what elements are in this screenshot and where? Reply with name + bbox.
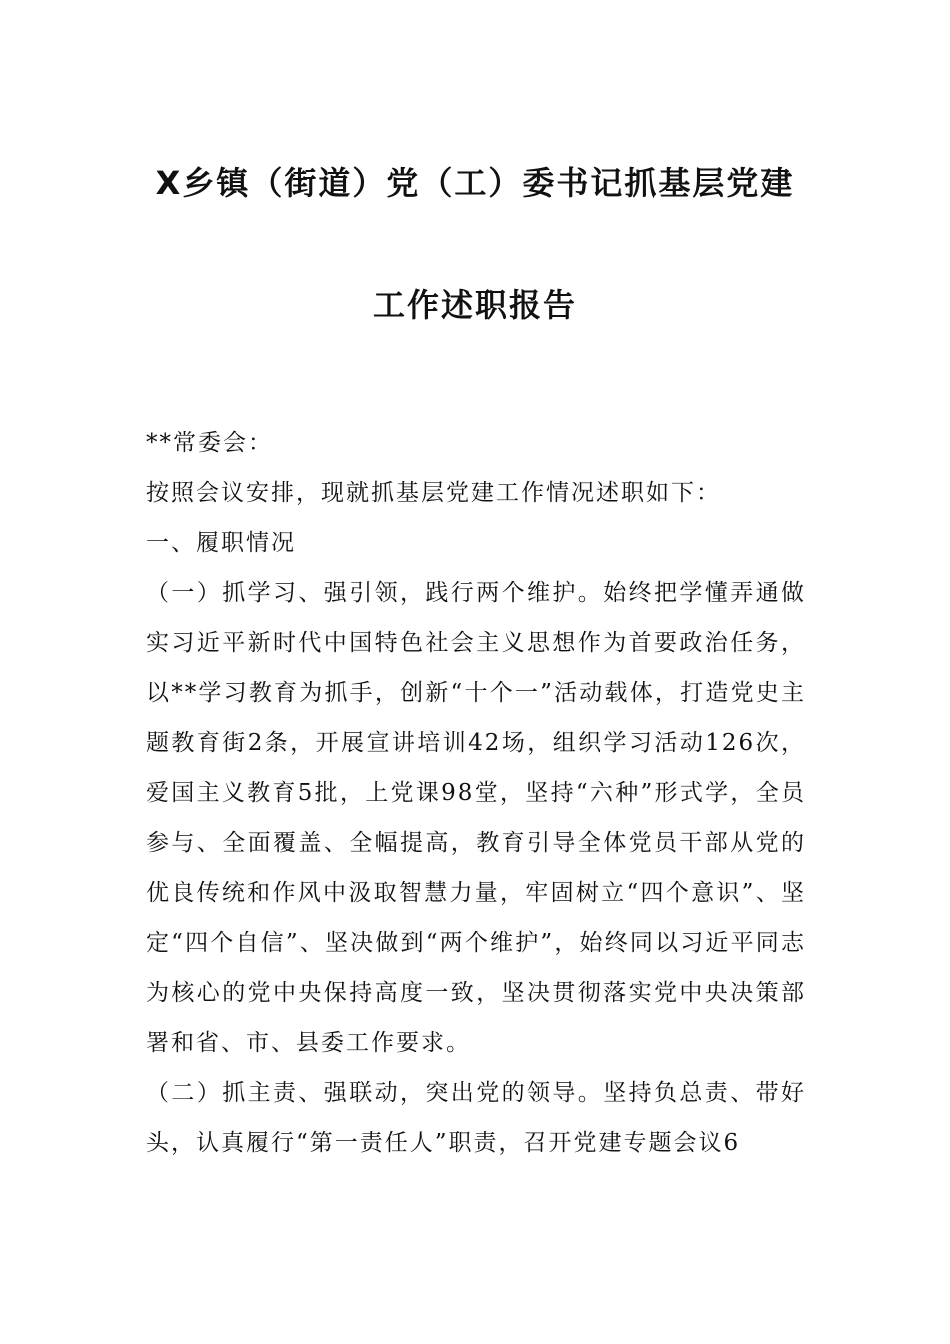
intro-paragraph: 按照会议安排，现就抓基层党建工作情况述职如下： <box>146 480 721 506</box>
section-heading-1: 一、履职情况 <box>146 530 296 556</box>
document-title-line-2: 工作述职报告 <box>372 286 577 324</box>
document-body <box>146 418 806 1168</box>
document-title-line-1: X乡镇（街道）党（工）委书记抓基层党建 <box>155 164 795 202</box>
paragraph-2: （二）抓主责、强联动，突出党的领导。坚持负总责、带好头，认真履行“第一责任人”职责，召开党建专题会议6 <box>146 1080 806 1156</box>
salutation: **常委会： <box>146 430 273 456</box>
paragraph-1: （一）抓学习、强引领，践行两个维护。始终把学懂弄通做实习近平新时代中国特色社会主义思想作为首要政治任务，以**学习教育为抓手，创新“十个一”活动载体，打造党史主题教育街2条，开展宣讲培训42场，组织学习活动126次，爱国主义教育5批，上党课98堂，坚持“六种”形式学，全员参与、全面覆盖、全幅提高，教育引导全体党员干部从党的优良传统和作风中汲取智慧力量，牢固树立“四个意识”、坚定“四个自信”、坚决做到“两个维护”，始终同以习近平同志为核心的党中央保持高度一致，坚决贯彻落实党中央决策部署和省、市、县委工作要求。 <box>146 580 806 1056</box>
